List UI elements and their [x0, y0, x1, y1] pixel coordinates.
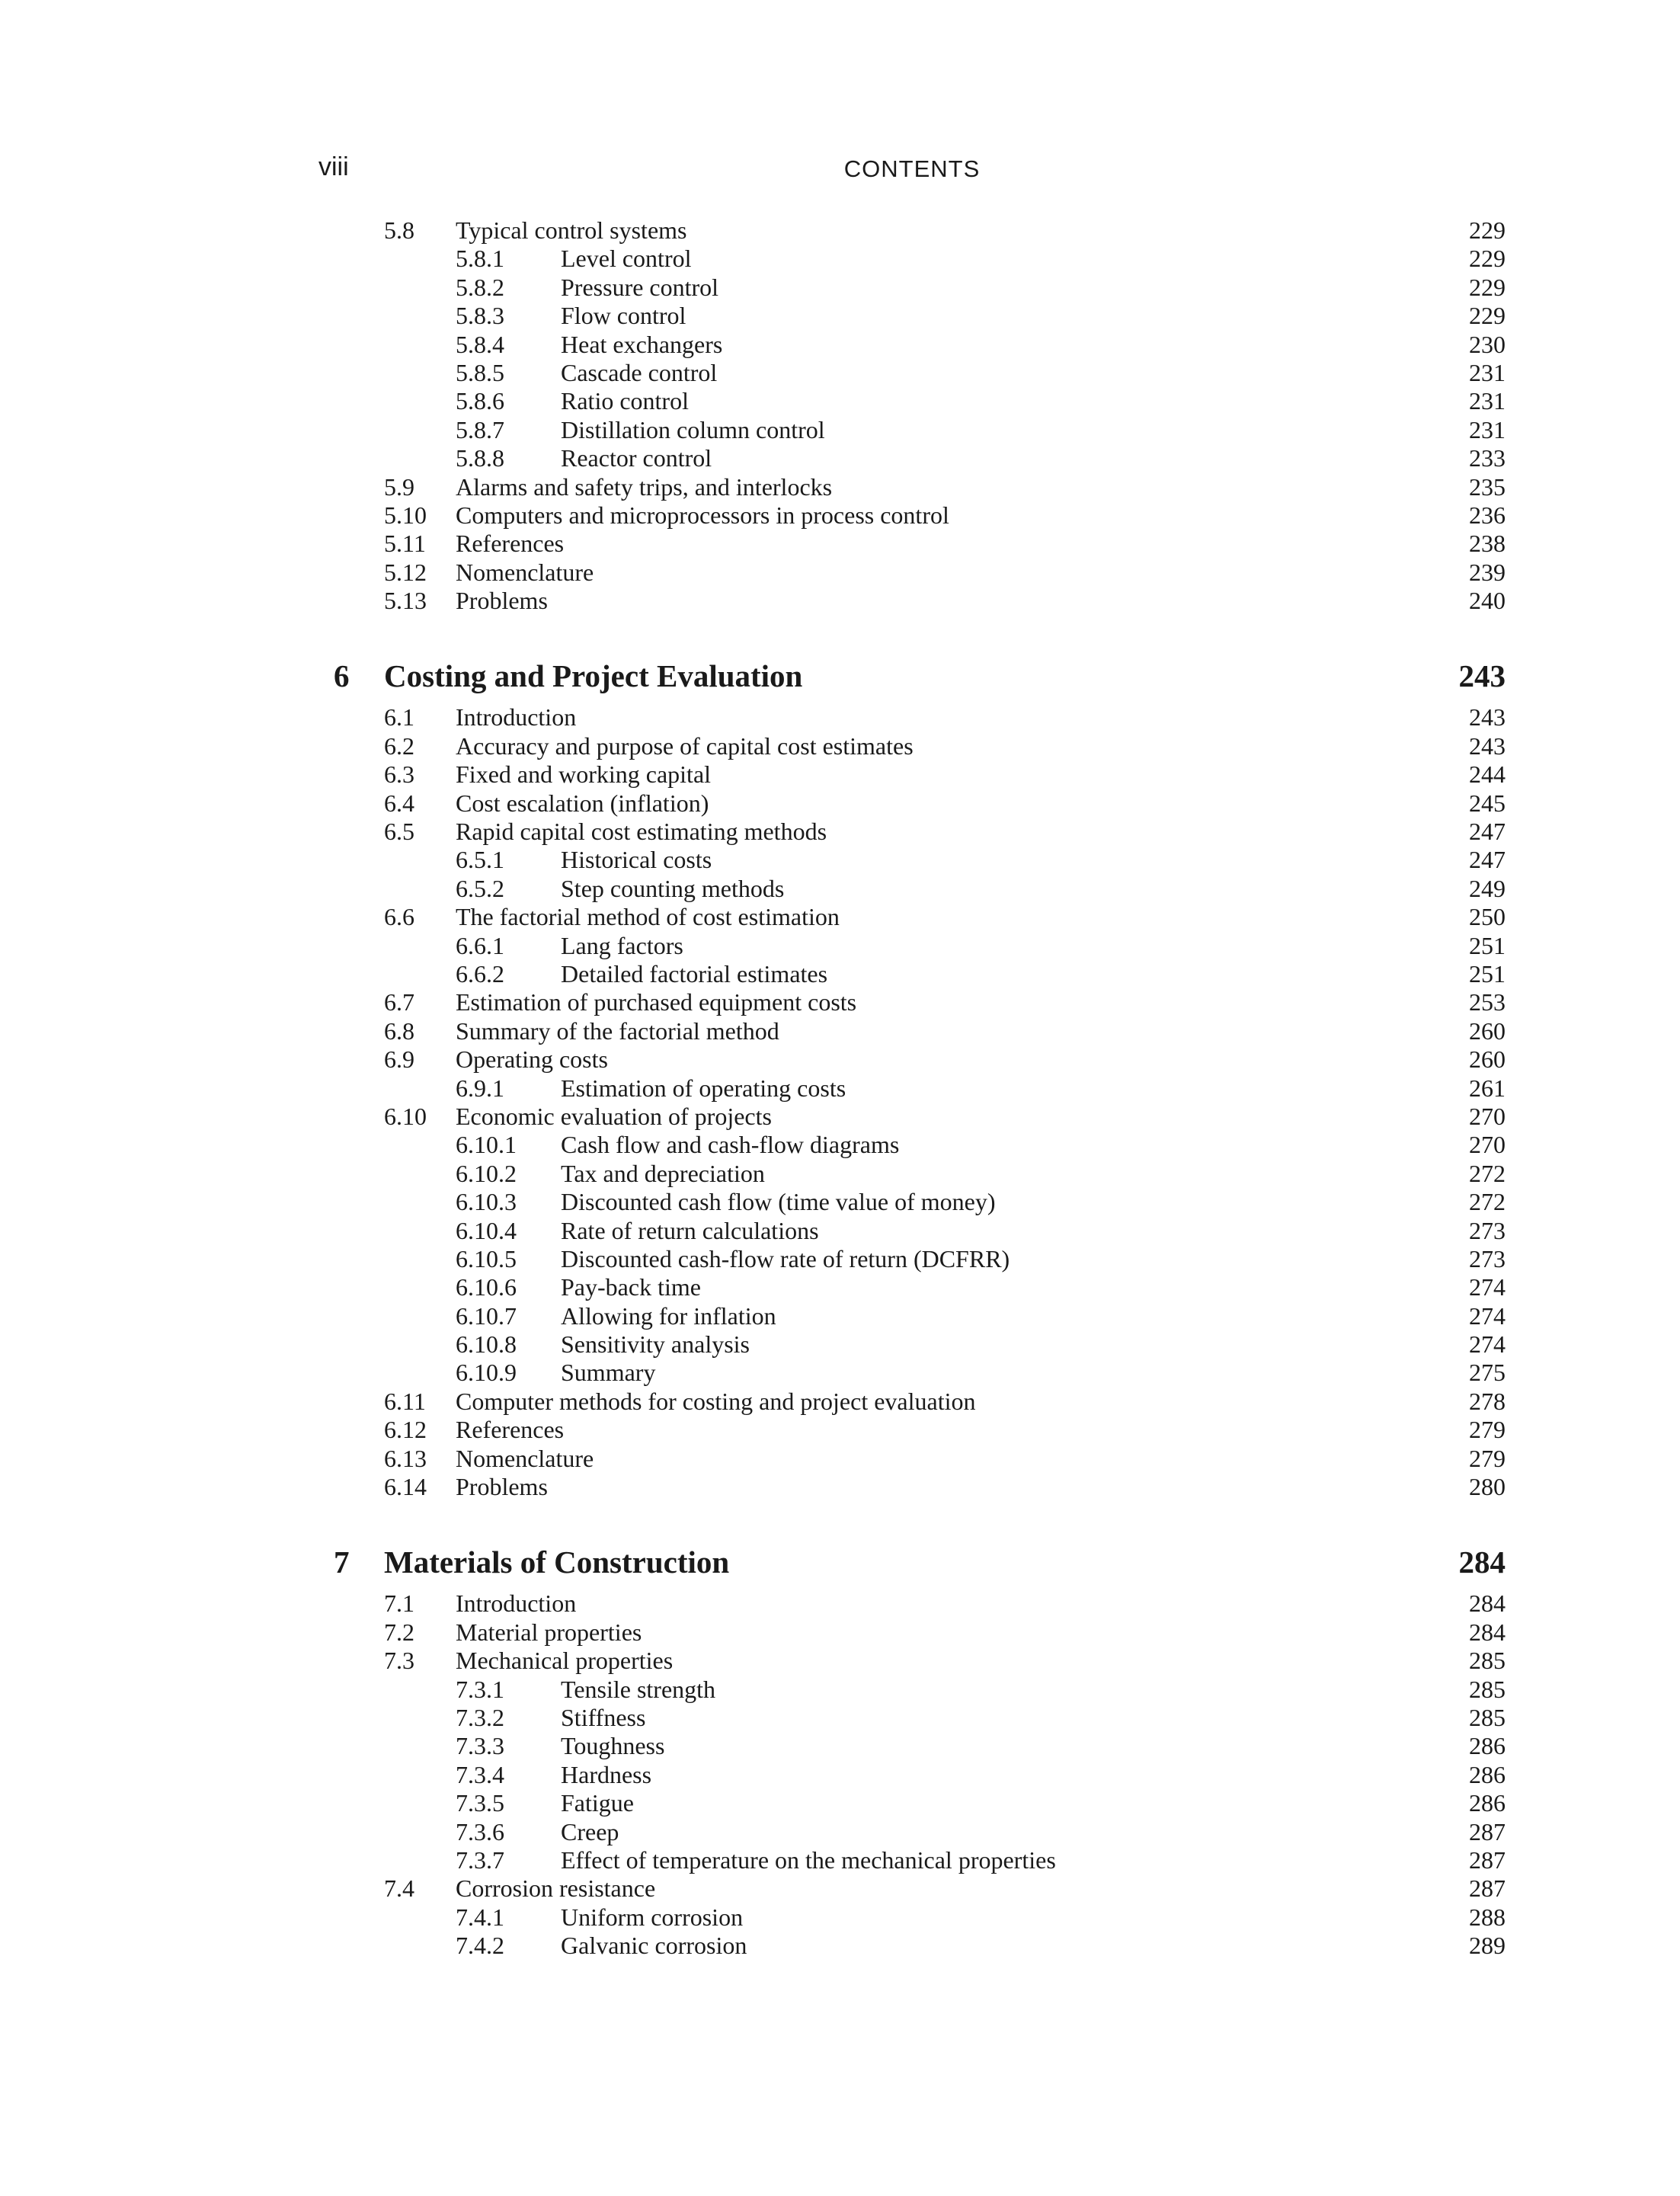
- entry-num: 6.10.2: [456, 1159, 517, 1187]
- toc-section-entry: [318, 501, 1506, 530]
- entry-page: 280: [1469, 1473, 1506, 1501]
- toc-section-entry: [318, 1618, 1506, 1647]
- entry-title: Lang factors: [561, 931, 683, 959]
- entry-page: 273: [1469, 1244, 1506, 1272]
- entry-title: Toughness: [561, 1732, 665, 1760]
- entry-title: Nomenclature: [456, 1444, 594, 1472]
- entry-title: Discounted cash flow (time value of money): [561, 1188, 996, 1216]
- entry-page: 260: [1469, 1045, 1506, 1074]
- entry-title: Computer methods for costing and project evaluation: [456, 1387, 976, 1415]
- entry-page: 286: [1469, 1760, 1506, 1788]
- entry-num: 6.6.2: [456, 959, 504, 988]
- entry-num: 6.8: [384, 1016, 414, 1045]
- toc-subsection-entry: [318, 1131, 1506, 1159]
- entry-num: 5.8.7: [456, 415, 504, 443]
- toc-section-entry: [318, 1874, 1506, 1903]
- toc-section-entry: [318, 903, 1506, 931]
- toc-subsection-entry: [318, 846, 1506, 874]
- entry-title: Ratio control: [561, 387, 689, 415]
- entry-title: Cost escalation (inflation): [456, 789, 709, 817]
- entry-num: 6.13: [384, 1444, 427, 1472]
- entry-num: 6.7: [384, 988, 414, 1016]
- entry-num: 6.11: [384, 1387, 426, 1415]
- toc-subsection-entry: [318, 274, 1506, 302]
- entry-title: Pressure control: [561, 273, 719, 301]
- toc-subsection-entry: [318, 1761, 1506, 1789]
- entry-page: 278: [1469, 1387, 1506, 1415]
- entry-title: Introduction: [456, 703, 577, 731]
- entry-num: 6.10.8: [456, 1330, 517, 1359]
- entry-title: Estimation of operating costs: [561, 1074, 846, 1102]
- entry-page: 279: [1469, 1444, 1506, 1472]
- entry-page: 260: [1469, 1016, 1506, 1045]
- entry-num: 6.10.3: [456, 1188, 517, 1216]
- entry-num: 6.12: [384, 1416, 427, 1444]
- entry-num: 5.13: [384, 587, 427, 615]
- entry-num: 7.3.7: [456, 1845, 504, 1874]
- entry-title: Problems: [456, 1473, 548, 1501]
- entry-num: 7.3.6: [456, 1817, 504, 1845]
- entry-title: Tax and depreciation: [561, 1159, 765, 1187]
- toc-subsection-entry: [318, 245, 1506, 273]
- entry-num: 6.5.1: [456, 846, 504, 874]
- entry-num: 7.3.2: [456, 1703, 504, 1731]
- toc-subsection-entry: [318, 1302, 1506, 1330]
- entry-title: Nomenclature: [456, 558, 594, 586]
- toc-subsection-entry: [318, 331, 1506, 359]
- entry-num: 7.3: [384, 1647, 414, 1675]
- chapter-num: 7: [334, 1545, 350, 1580]
- chapter-title: Costing and Project Evaluation: [384, 658, 803, 694]
- entry-num: 6.5.2: [456, 874, 504, 902]
- entry-title: Heat exchangers: [561, 330, 723, 358]
- entry-num: 5.8.4: [456, 330, 504, 358]
- entry-num: 7.3.3: [456, 1732, 504, 1760]
- entry-page: 273: [1469, 1216, 1506, 1244]
- entry-num: 6.6: [384, 903, 414, 931]
- toc-section-entry: [318, 1445, 1506, 1473]
- entry-num: 5.8.1: [456, 245, 504, 273]
- page-header: [318, 152, 1506, 190]
- toc-section-entry: [318, 1045, 1506, 1074]
- entry-num: 7.4: [384, 1874, 414, 1903]
- toc-subsection-entry: [318, 416, 1506, 444]
- entry-title: Operating costs: [456, 1045, 608, 1074]
- entry-page: 285: [1469, 1647, 1506, 1675]
- entry-title: Typical control systems: [456, 216, 687, 244]
- toc-subsection-entry: [318, 444, 1506, 472]
- toc-subsection-entry: [318, 1932, 1506, 1960]
- entry-page: 284: [1469, 1618, 1506, 1646]
- entry-num: 6.14: [384, 1473, 427, 1501]
- entry-page: 229: [1469, 245, 1506, 273]
- entry-page: 285: [1469, 1675, 1506, 1703]
- toc-section-entry: [318, 1017, 1506, 1045]
- entry-title: Flow control: [561, 302, 686, 330]
- entry-num: 6.10: [384, 1102, 427, 1130]
- entry-page: 284: [1469, 1589, 1506, 1618]
- entry-page: 233: [1469, 444, 1506, 472]
- entry-page: 231: [1469, 387, 1506, 415]
- entry-page: 251: [1469, 959, 1506, 988]
- entry-num: 6.10.6: [456, 1273, 517, 1301]
- toc-section-entry: [318, 1647, 1506, 1675]
- toc-section-entry: [318, 473, 1506, 501]
- toc-subsection-entry: [318, 932, 1506, 960]
- toc-subsection-entry: [318, 875, 1506, 903]
- entry-title: Fatigue: [561, 1789, 634, 1817]
- toc-section-entry: [318, 818, 1506, 846]
- entry-page: 251: [1469, 931, 1506, 959]
- entry-page: 287: [1469, 1874, 1506, 1903]
- entry-page: 286: [1469, 1789, 1506, 1817]
- entry-page: 244: [1469, 760, 1506, 789]
- entry-num: 7.1: [384, 1589, 414, 1618]
- chapter-title: Materials of Construction: [384, 1545, 730, 1580]
- entry-page: 249: [1469, 874, 1506, 902]
- entry-num: 6.2: [384, 731, 414, 760]
- toc-subsection-entry: [318, 302, 1506, 330]
- entry-title: Distillation column control: [561, 415, 825, 443]
- toc-section-entry: [318, 1589, 1506, 1618]
- entry-title: References: [456, 530, 565, 558]
- entry-title: Introduction: [456, 1589, 577, 1618]
- entry-page: 243: [1469, 703, 1506, 731]
- toc-section-entry: [318, 1473, 1506, 1501]
- entry-title: Tensile strength: [561, 1675, 716, 1703]
- entry-page: 286: [1469, 1732, 1506, 1760]
- entry-page: 274: [1469, 1273, 1506, 1301]
- chapter-page: 284: [1458, 1545, 1506, 1580]
- entry-title: Creep: [561, 1817, 619, 1845]
- entry-page: 279: [1469, 1416, 1506, 1444]
- entry-title: Problems: [456, 587, 548, 615]
- entry-num: 5.8.3: [456, 302, 504, 330]
- toc-subsection-entry: [318, 1818, 1506, 1846]
- toc-subsection-entry: [318, 1160, 1506, 1188]
- entry-page: 245: [1469, 789, 1506, 817]
- entry-title: Hardness: [561, 1760, 652, 1788]
- entry-num: 7.4.2: [456, 1932, 504, 1960]
- entry-title: Fixed and working capital: [456, 760, 712, 789]
- entry-num: 7.4.1: [456, 1903, 504, 1931]
- entry-num: 6.10.9: [456, 1359, 517, 1387]
- entry-title: Stiffness: [561, 1703, 646, 1731]
- toc-subsection-entry: [318, 960, 1506, 988]
- entry-page: 229: [1469, 302, 1506, 330]
- entry-page: 231: [1469, 358, 1506, 386]
- entry-num: 6.6.1: [456, 931, 504, 959]
- entry-num: 6.9: [384, 1045, 414, 1074]
- running-title: CONTENTS: [843, 155, 981, 182]
- chapter-num: 6: [334, 658, 350, 694]
- entry-num: 6.1: [384, 703, 414, 731]
- entry-num: 6.10.7: [456, 1301, 517, 1330]
- entry-num: 5.10: [384, 501, 427, 529]
- toc-section-entry: [318, 1388, 1506, 1416]
- entry-title: Historical costs: [561, 846, 712, 874]
- toc-subsection-entry: [318, 387, 1506, 415]
- entry-num: 7.2: [384, 1618, 414, 1646]
- entry-title: Summary: [561, 1359, 656, 1387]
- entry-num: 5.12: [384, 558, 427, 586]
- entry-page: 230: [1469, 330, 1506, 358]
- chapter-spacer: [318, 1501, 1506, 1539]
- entry-num: 5.8.2: [456, 273, 504, 301]
- entry-title: Rate of return calculations: [561, 1216, 819, 1244]
- toc-section-entry: [318, 1103, 1506, 1131]
- entry-page: 247: [1469, 818, 1506, 846]
- entry-title: Alarms and safety trips, and interlocks: [456, 472, 833, 501]
- entry-page: 274: [1469, 1330, 1506, 1359]
- entry-num: 5.8.5: [456, 358, 504, 386]
- entry-title: Material properties: [456, 1618, 642, 1646]
- entry-num: 7.3.5: [456, 1789, 504, 1817]
- entry-num: 5.9: [384, 472, 414, 501]
- entry-title: Estimation of purchased equipment costs: [456, 988, 857, 1016]
- entry-title: Step counting methods: [561, 874, 785, 902]
- entry-page: 236: [1469, 501, 1506, 529]
- entry-page: 274: [1469, 1301, 1506, 1330]
- toc-section-entry: [318, 1416, 1506, 1444]
- entry-page: 288: [1469, 1903, 1506, 1931]
- entry-page: 287: [1469, 1845, 1506, 1874]
- toc-subsection-entry: [318, 1789, 1506, 1817]
- toc-subsection-entry: [318, 1704, 1506, 1732]
- entry-page: 247: [1469, 846, 1506, 874]
- entry-title: Economic evaluation of projects: [456, 1102, 772, 1130]
- entry-page: 231: [1469, 415, 1506, 443]
- chapter-page: 243: [1458, 658, 1506, 694]
- page-number: viii: [318, 152, 349, 181]
- entry-num: 6.9.1: [456, 1074, 504, 1102]
- entry-page: 287: [1469, 1817, 1506, 1845]
- toc-section-entry: [318, 732, 1506, 760]
- entry-num: 6.4: [384, 789, 414, 817]
- toc-section-entry: [318, 703, 1506, 731]
- toc-section-entry: [318, 760, 1506, 789]
- toc-subsection-entry: [318, 1359, 1506, 1387]
- entry-page: 261: [1469, 1074, 1506, 1102]
- entry-title: Level control: [561, 245, 692, 273]
- entry-title: Cash flow and cash-flow diagrams: [561, 1131, 900, 1159]
- entry-num: 6.5: [384, 818, 414, 846]
- toc-section-entry: [318, 559, 1506, 587]
- entry-page: 270: [1469, 1131, 1506, 1159]
- toc-section-entry: [318, 789, 1506, 818]
- toc-section-entry: [318, 530, 1506, 558]
- toc-subsection-entry: [318, 1074, 1506, 1103]
- entry-title: Discounted cash-flow rate of return (DCFRR): [561, 1244, 1010, 1272]
- entry-title: Cascade control: [561, 358, 718, 386]
- entry-page: 240: [1469, 587, 1506, 615]
- entry-title: Pay-back time: [561, 1273, 701, 1301]
- entry-page: 229: [1469, 273, 1506, 301]
- entry-title: The factorial method of cost estimation: [456, 903, 840, 931]
- entry-num: 5.11: [384, 530, 426, 558]
- entry-num: 5.8: [384, 216, 414, 244]
- toc-subsection-entry: [318, 1245, 1506, 1273]
- entry-page: 270: [1469, 1102, 1506, 1130]
- entry-num: 7.3.4: [456, 1760, 504, 1788]
- entry-page: 238: [1469, 530, 1506, 558]
- entry-num: 6.10.4: [456, 1216, 517, 1244]
- toc-subsection-entry: [318, 1217, 1506, 1245]
- entry-num: 6.10.5: [456, 1244, 517, 1272]
- toc-subsection-entry: [318, 1188, 1506, 1216]
- toc-section-entry: [318, 988, 1506, 1016]
- entry-page: 250: [1469, 903, 1506, 931]
- entry-page: 289: [1469, 1932, 1506, 1960]
- entry-page: 253: [1469, 988, 1506, 1016]
- entry-num: 6.3: [384, 760, 414, 789]
- chapter-heading: [318, 1539, 1506, 1585]
- toc-subsection-entry: [318, 1273, 1506, 1301]
- toc-subsection-entry: [318, 1676, 1506, 1704]
- entry-title: Allowing for inflation: [561, 1301, 776, 1330]
- entry-title: Rapid capital cost estimating methods: [456, 818, 827, 846]
- entry-page: 235: [1469, 472, 1506, 501]
- table-of-contents: [318, 216, 1506, 1960]
- entry-num: 5.8.8: [456, 444, 504, 472]
- entry-title: Detailed factorial estimates: [561, 959, 828, 988]
- entry-title: Effect of temperature on the mechanical properties: [561, 1845, 1056, 1874]
- chapter-heading: [318, 653, 1506, 699]
- entry-title: Accuracy and purpose of capital cost estimates: [456, 731, 914, 760]
- chapter-spacer: [318, 615, 1506, 653]
- entry-title: References: [456, 1416, 565, 1444]
- entry-page: 239: [1469, 558, 1506, 586]
- toc-section-entry: [318, 587, 1506, 615]
- entry-title: Computers and microprocessors in process control: [456, 501, 949, 529]
- entry-title: Sensitivity analysis: [561, 1330, 750, 1359]
- entry-title: Corrosion resistance: [456, 1874, 656, 1903]
- entry-title: Mechanical properties: [456, 1647, 674, 1675]
- entry-title: Uniform corrosion: [561, 1903, 744, 1931]
- toc-subsection-entry: [318, 1846, 1506, 1874]
- entry-title: Reactor control: [561, 444, 712, 472]
- entry-num: 7.3.1: [456, 1675, 504, 1703]
- toc-subsection-entry: [318, 1732, 1506, 1760]
- entry-num: 6.10.1: [456, 1131, 517, 1159]
- entry-num: 5.8.6: [456, 387, 504, 415]
- entry-title: Summary of the factorial method: [456, 1016, 779, 1045]
- entry-title: Galvanic corrosion: [561, 1932, 747, 1960]
- entry-page: 229: [1469, 216, 1506, 244]
- toc-subsection-entry: [318, 1903, 1506, 1932]
- entry-page: 272: [1469, 1188, 1506, 1216]
- toc-subsection-entry: [318, 359, 1506, 387]
- toc-section-entry: [318, 216, 1506, 245]
- entry-page: 272: [1469, 1159, 1506, 1187]
- entry-page: 285: [1469, 1703, 1506, 1731]
- toc-subsection-entry: [318, 1330, 1506, 1359]
- entry-page: 243: [1469, 731, 1506, 760]
- entry-page: 275: [1469, 1359, 1506, 1387]
